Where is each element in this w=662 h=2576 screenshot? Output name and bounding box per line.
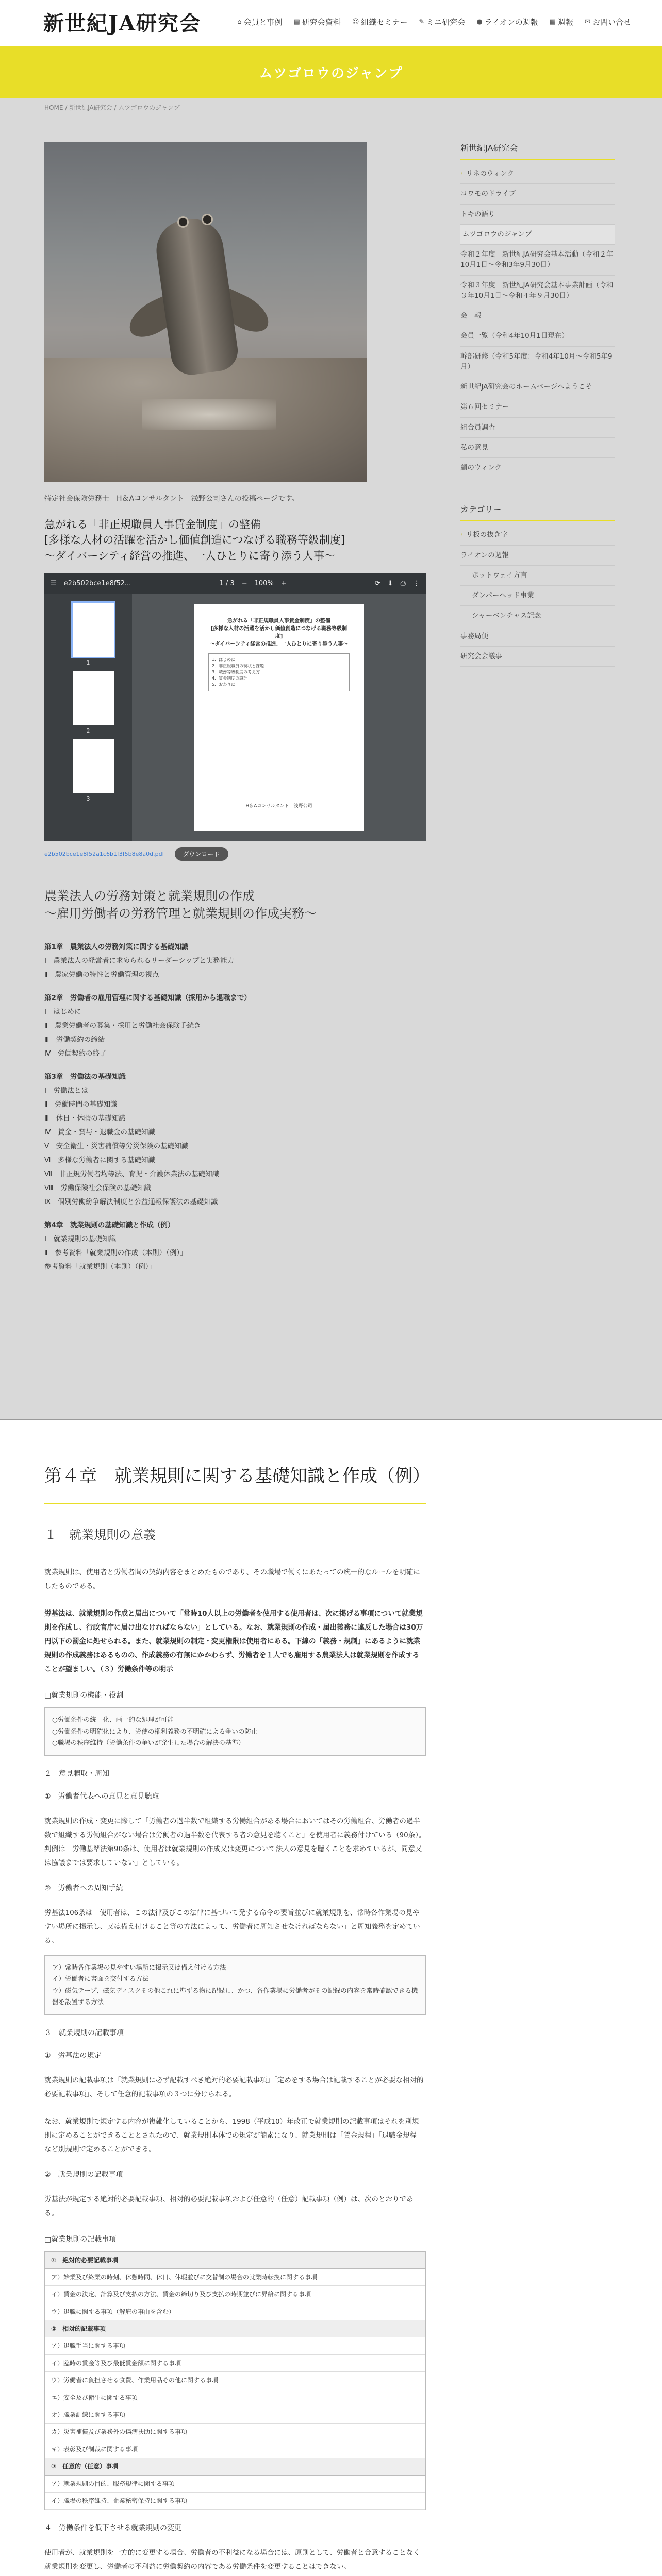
mudskipper-photo [44,142,367,482]
table-title: □就業規則の記載事項 [44,2235,117,2244]
sidebar-item-label: トキの語り [460,210,495,218]
bold-text: 労基法は、就業規則の作成と届出について「常時10人以上の労働者を使用する使用者は、次に掲げる事項について就業規則を作成し、行政官庁に届け出なければならない」としている。なお、就業規則の作成・届出義務に違反した場合は30万円以下の罰金に処せられる。また、就業規則の制定・変更権限は使用者にある。下線の「義務・規制」にあるように就業規則の作成義務はあるものの、作成義務の有無にかかわらず、労働者を１人でも雇用する農業法人は就業規則を作成することが望ましい。（３）労働条件等の明示 [44,1609,423,1673]
subsection-heading: ２ 意見聴取・周知 [44,1769,109,1778]
section-heading: １ 就業規則の意義 [44,1524,426,1552]
sidebar-item-label: ムツゴロウのジャンプ [462,230,532,239]
sidebar-item-label: 新世紀JA研究会のホームページへようこそ [460,383,592,391]
category-subitem[interactable] [460,606,615,626]
pdf-link[interactable]: e2b502bce1e8f52a1c6b1f3f5b8e8a0d.pdf [44,851,164,858]
fish-eye-left [177,216,189,228]
category-item[interactable] [460,626,615,647]
sidebar-item[interactable] [460,205,615,225]
category-item[interactable] [460,647,615,667]
table-row: ウ）労働者に負担させる食費、作業用品その他に関する事項 [45,2372,425,2389]
items-table [44,2251,426,2511]
sidebar-item-label: 組合員調査 [460,423,495,432]
sidebar-category-title: カテゴリー [460,503,615,521]
box-line: ○職場の秩序維持（労働条件の争いが発生した場合の解決の基準） [52,1739,245,1747]
subsection-heading: ② 就業規則の記載事項 [44,2170,123,2179]
toc-item: Ⅰ 農業法人の経営者に求められるリーダーシップと実務能力 [44,956,234,965]
download-icon[interactable]: ⬇ [387,579,393,587]
toc-item: Ⅲ 労働契約の締結 [44,1035,105,1044]
toc-item: Ⅷ 労働保険社会保険の基礎知識 [44,1183,151,1192]
pdf-page-contents [208,653,350,691]
category-list [460,525,615,667]
toc-chapter: 第4章 就業規則の基礎知識と作成（例） [44,1221,175,1229]
pdf-content-line: 5．おわりに [212,682,236,687]
sidebar-item[interactable] [460,306,615,326]
breadcrumb[interactable]: HOME / 新世紀JA研究会 / ムツゴロウのジャンプ [44,104,180,111]
toc-item: Ⅱ 農業労働者の募集・採用と労働社会保険手続き [44,1021,201,1030]
rotate-icon[interactable]: ⟳ [374,579,380,587]
sidebar-item[interactable] [460,245,615,276]
info-box [44,1955,426,2015]
page-title: ムツゴロウのジャンプ [259,66,403,81]
site-logo[interactable]: 新世紀JA研究会 [43,11,201,36]
sidebar-item[interactable] [460,458,615,478]
subsection-heading: ① 労基法の規定 [44,2051,102,2060]
nav-label: 組織セミナー [361,18,408,27]
pdf-content-line: 4．賃金制度の設計 [212,676,248,681]
paragraph: 就業規則は、使用者と労働者間の契約内容をまとめたものであり、その職場で働くにあたっての統一的なルールを明確にしたものである。 [44,1568,420,1590]
category-label: 研究会会議事 [460,652,502,660]
toc-item: Ⅰ はじめに [44,1007,81,1016]
nav-label: ライオンの週報 [484,18,538,27]
table-row: オ）職業訓練に関する事項 [45,2406,425,2424]
box-line: ○労働条件の統一化、画一的な処理が可能 [52,1716,174,1723]
sidebar-item[interactable] [460,377,615,397]
mail-icon: ✉ [585,18,590,26]
toc-item: Ⅰ 労働法とは [44,1086,88,1095]
nav-item-mini[interactable] [419,16,465,27]
table-row: ウ）退職に関する事項（解雇の事由を含む） [45,2303,425,2320]
category-subitem[interactable] [460,586,615,606]
zoom-out-icon[interactable]: − [241,579,247,587]
toc-chapter: 第3章 労働法の基礎知識 [44,1072,126,1081]
toc-item: Ⅱ 参考資料「就業規則の作成（本則）（例）」 [44,1248,187,1257]
pdf-viewer[interactable] [44,573,426,841]
table-row: キ）表彰及び制裁に関する事項 [45,2441,425,2458]
pdf-page-org: H＆Aコンサルタント 浅野公司 [245,803,312,809]
photo-caption: 特定社会保険労務士 H＆Aコンサルタント 浅野公司さんの投稿ページです。 [44,495,299,503]
sidebar-item[interactable] [460,164,615,184]
table-row: イ）賃金の決定、計算及び支払の方法、賃金の締切り及び支払の時期並びに昇給に関する事項 [45,2286,425,2303]
paragraph: 就業規則の記載事項は「就業規則に必ず記載すべき絶対的必要記載事項」「定めをする場合は記載することが必要な相対的必要記載事項」、そして任意的記載事項の３つに分けられる。 [44,2076,424,2098]
category-label: ライオンの週報 [460,551,509,560]
pdf-content-line: 3．職務等級制度の考え方 [212,670,260,675]
paragraph: 使用者が、就業規則を一方的に変更する場合、労働者の不利益になる場合には、原則として、労働者と合意することなく就業規則を変更し、労働者の不利益に労働契約の内容である労働条件を変更することはできない。 [44,2549,420,2571]
nav-item-seminar[interactable] [352,16,408,27]
sidebar-title: 新世紀JA研究会 [460,142,615,160]
mud-splash [142,399,276,430]
thumb-number: 1 [86,659,90,667]
box-line: ア）常時各作業場の見やすい場所に掲示又は備え付ける方法 [52,1963,226,1971]
toc-item: Ⅸ 個別労働紛争解決制度と公益通報保護法の基礎知識 [44,1197,218,1206]
box-line: ウ）磁気テープ、磁気ディスクその他これに準ずる物に記録し、かつ、各作業場に労働者がその記録の内容を常時確認できる機器を設置する方法 [52,1986,418,2006]
sidebar-item-label: 顧のウィンク [460,464,502,472]
nav-label: 会員と事例 [243,18,283,27]
pdf-content-line: 1．はじめに [212,657,236,663]
pdf-page-counter: 1 / 3 [219,579,235,587]
pdf-zoom[interactable]: 100% [254,579,274,587]
fish-body [153,215,240,377]
nav-item-members[interactable] [237,16,282,27]
print-icon[interactable]: ⎙ [400,579,406,587]
sidebar-item-label: コワモのドライブ [460,190,516,198]
category-label: リ板の抜き字 [466,531,508,539]
sidebar-item-label: 会員一覧（令和4年10月1日現在） [460,332,569,341]
table-row: イ）臨時の賃金等及び最低賃金額に関する事項 [45,2355,425,2372]
sidebar-item-label: 私の意見 [460,443,488,452]
top-nav [237,16,631,27]
top-bar [0,0,662,46]
people-icon: ☺ [352,18,359,26]
category-label: ダンパーヘッド事業 [472,591,534,600]
article-title-line: ～ダイバーシティ経営の推進、一人ひとりに寄り添う人事～ [44,549,336,562]
subsection-heading: ① 労働者代表への意見と意見聴取 [44,1792,159,1801]
pdf-filename: e2b502bce1e8f52... [63,579,131,587]
table-head: ③ 任意的（任意）事項 [45,2458,425,2475]
fish-eye-right [202,214,213,225]
chevron-right-icon: › [460,170,463,177]
table-head: ① 絶対的必要記載事項 [45,2252,425,2269]
subsection-heading: ４ 労働条件を低下させる就業規則の変更 [44,2524,181,2533]
nav-item-lion[interactable] [476,16,538,27]
toc-item: 参考資料「就業規則（本則）（例）」 [44,1262,156,1271]
category-label: 事務局便 [460,632,488,640]
paragraph: 労基法が規定する絶対的必要記載事項、相対的必要記載事項および任意的（任意）記載事項（例）は、次のとおりである。 [44,2195,413,2217]
subsection-heading: ３ 就業規則の記載事項 [44,2028,124,2037]
toc-item: Ⅱ 労働時間の基礎知識 [44,1100,118,1109]
nav-item-weekly[interactable] [550,16,573,27]
sidebar-item-label: リネのウィンク [466,170,514,178]
chapter-heading: 第４章 就業規則に関する基礎知識と作成（例） [44,1463,426,1504]
nav-label: 週報 [558,18,574,27]
toc-item: Ⅳ 賃金・賞与・退職金の基礎知識 [44,1128,155,1137]
table-row: ア）退職手当に関する事項 [45,2337,425,2354]
toc-item: Ⅵ 多様な労働者に関する基礎知識 [44,1156,155,1164]
pdf-toolbar [44,573,426,594]
toc-item: Ⅱ 農家労働の特性と労働管理の視点 [44,970,159,979]
main-content [44,142,426,1274]
download-button[interactable]: ダウンロード [175,847,228,861]
sidebar-item-label: 令和３年度 新世紀JA研究会基本事業計画（令和３年10月1日～令和４年９月30日） [460,281,614,300]
nav-label: ミニ研究会 [426,18,466,27]
sidebar-item[interactable] [460,397,615,417]
pdf-thumbnail[interactable] [73,671,114,725]
thumb-number: 2 [86,727,90,735]
pdf-page-subtitle: [多様な人材の活躍を活かし価値創造につなげる職務等級制度] [210,626,347,640]
sidebar-item[interactable] [460,326,615,346]
table-head: ② 相対的記載事項 [45,2320,425,2337]
toc-item: Ⅰ 就業規則の基礎知識 [44,1234,116,1243]
sidebar-item[interactable] [460,418,615,438]
toc-item: Ⅶ 非正規労働者均等法、育児・介護休業法の基礎知識 [44,1170,220,1178]
menu-icon[interactable]: ☰ [51,579,57,587]
paragraph: なお、就業規則で規定する内容が複雑化していることから、1998（平成10）年改正で就業規則の記載事項はそれを別規則に定めることができることとされたので、就業規則本体での規定が簡素になり、就業規則は「賃金規程」「退職金規程」など別規則で定めることができる。 [44,2117,424,2154]
nav-item-materials[interactable] [294,16,341,27]
document-icon: ▤ [293,18,300,26]
box-title: □就業規則の機能・役割 [44,1691,124,1700]
subsection-heading: ② 労働者への周知手続 [44,1884,123,1892]
info-box [44,1707,426,1756]
category-item[interactable] [460,525,615,545]
category-label: ボットウェイ方言 [472,571,527,580]
book-icon: ✎ [419,18,425,26]
table-row: ア）始業及び終業の時刻、休憩時間、休日、休暇並びに交替制の場合の就業時転換に関する事項 [45,2269,425,2286]
table-row: エ）安全及び衛生に関する事項 [45,2389,425,2406]
toc-item: Ⅲ 休日・休暇の基礎知識 [44,1114,126,1123]
sidebar-item-label: 幹部研修（令和5年度：令和4年10月～令和5年9月） [460,352,613,371]
sidebar-item[interactable] [460,438,615,458]
table-row: ア）就業規則の目的、服務規律に関する事項 [45,2476,425,2493]
sidebar-item-label: 会 報 [460,312,482,320]
box-line: イ）労働者に書面を交付する方法 [52,1975,149,1982]
more-icon[interactable]: ⋮ [413,579,420,587]
nav-label: 研究会資料 [302,18,341,27]
divider [0,1419,662,1420]
table-row: イ）職場の秩序維持、企業秘密保持に関する事項 [45,2493,425,2510]
article-title-line: 急がれる「非正規職員人事賃金制度」の整備 [44,518,261,531]
pdf-content-line: 2．非正規職員の現状と課題 [212,664,264,669]
sidebar [460,142,615,667]
chevron-right-icon: › [460,531,463,538]
nav-item-contact[interactable] [585,16,631,27]
toc-chapter: 第1章 農業法人の労務対策に関する基礎知識 [44,942,189,951]
sidebar-item[interactable] [460,276,615,307]
pdf-page [194,604,364,831]
category-item[interactable] [460,546,615,566]
pdf-thumbnail[interactable] [73,603,114,657]
sidebar-item-label: 令和２年度 新世紀JA研究会基本活動（令和２年10月1日～令和3年9月30日） [460,250,614,269]
calendar-icon: ▦ [549,18,556,26]
download-row [44,847,426,861]
home-icon: ⌂ [237,18,242,26]
article-title-line: [多様な人材の活躍を活かし価値創造につなげる職務等級制度] [44,534,345,547]
section-title [44,888,426,922]
zoom-in-icon[interactable]: + [280,579,287,587]
pin-icon: ● [476,18,483,26]
table-row: カ）災害補償及び業務外の傷病扶助に関する事項 [45,2424,425,2441]
hero-banner [0,46,662,98]
paragraph: 労基法106条は「使用者は、この法律及びこの法律に基づいて発する命令の要旨並びに就業規則を、常時各作業場の見やすい場所に掲示し、又は備え付けること等の方法によって、労働者に周知させなければならない」と周知義務を定めている。 [44,1908,420,1945]
article-title [44,517,426,564]
category-subitem[interactable] [460,566,615,586]
pdf-page-title: 急がれる「非正規職員人事賃金制度」の整備 [227,618,330,624]
toc-item: Ⅳ 労働契約の終了 [44,1049,107,1058]
section-title-line: ～雇用労働者の労務管理と就業規則の作成実務～ [44,906,317,921]
paragraph [44,1607,426,1676]
pdf-thumbnail[interactable] [73,739,114,793]
category-label: シャーベンチャス記念 [472,612,541,620]
sidebar-item[interactable] [460,184,615,204]
thumb-number: 3 [86,795,90,803]
paragraph: 就業規則の作成・変更に際して「労働者の過半数で組織する労働組合がある場合においてはその労働組合、労働者の過半数で組織する労働組合がない場合は労働者の過半数を代表する者の意見を聴くこと」を使用者に義務付けている（90条）。判例は「労働基準法第90条は、使用者は就業規則の作成又は変更について法人の意見を聴くことを求めているが、同意又は協議までは要求していない」としている。 [44,1817,426,1867]
toc-item: Ⅴ 安全衛生・災害補償等労災保険の基礎知識 [44,1142,189,1150]
toc-chapter: 第2章 労働者の雇用管理に関する基礎知識（採用から退職まで） [44,993,251,1002]
section-title-line: 農業法人の労務対策と就業規則の作成 [44,889,255,904]
pdf-thumbnails [44,594,132,841]
table-of-contents [44,940,426,1274]
sidebar-list [460,164,615,478]
sidebar-item[interactable] [460,347,615,378]
sidebar-item-active[interactable] [460,225,615,245]
box-line: ○労働条件の明確化により、労使の権利義務の不明確による争いの防止 [52,1727,258,1735]
pdf-page-tagline: ～ダイバーシティ経営の推進、一人ひとりに寄り添う人事～ [209,641,349,648]
sidebar-item-label: 第６回セミナー [460,403,509,412]
chapter-content [44,1463,430,2576]
nav-label: お問い合せ [592,18,631,27]
